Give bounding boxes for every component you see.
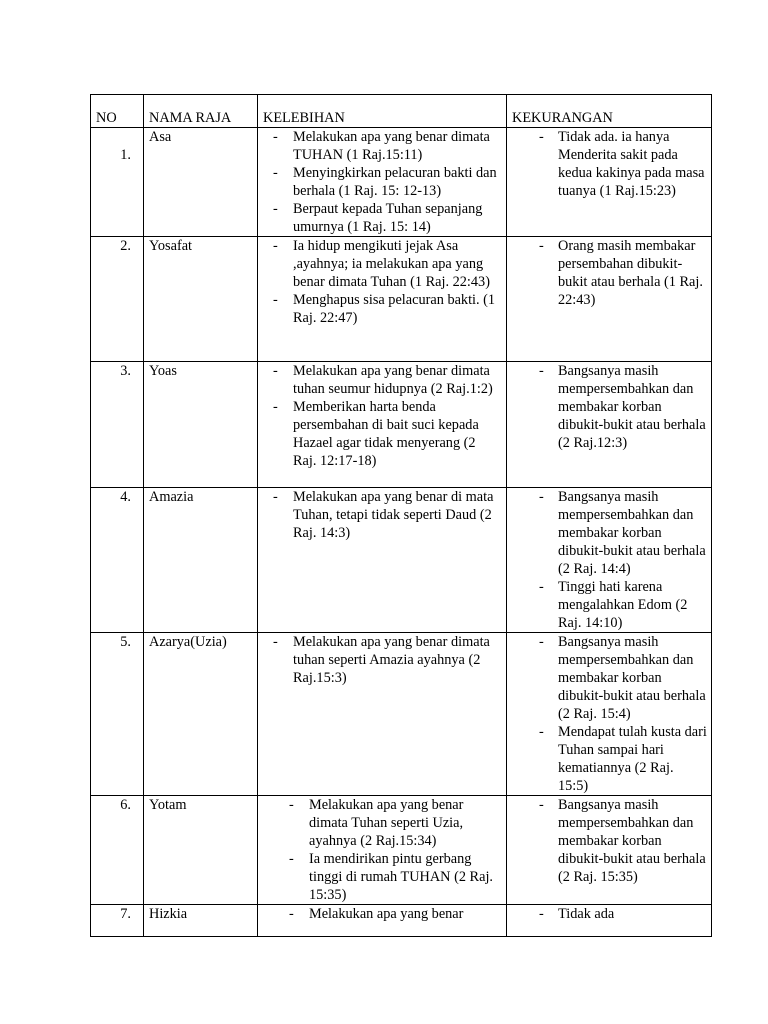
list-item: - Tinggi hati karena mengalahkan Edom (2 Raj. 14:10) (539, 579, 688, 631)
table-row (91, 796, 712, 905)
table-row (91, 237, 712, 362)
kelebihan-text: Melakukan apa yang benar dimata tuhan seumur hidupnya (2 Raj.1:2) (293, 363, 493, 397)
kelebihan-text: Ia hidup mengikuti jejak Asa ,ayahnya; ia melakukan apa yang benar dimata Tuhan (1 Raj. 22:43) (293, 238, 490, 290)
kekurangan-cell (507, 905, 712, 937)
list-item: - Berpaut kepada Tuhan sepanjang umurnya (1 Raj. 15: 14) (273, 201, 483, 235)
kekurangan-text: Orang masih membakar persembahan dibukit-bukit atau berhala (1 Raj. 22:43) (558, 238, 703, 308)
kelebihan-cell (258, 128, 507, 237)
list-item: - Bangsanya masih mempersembahkan dan membakar korban dibukit-bukit atau berhala (2 Raj. 15:35) (539, 797, 706, 885)
list-item: - Melakukan apa yang benar di mata Tuhan, tetapi tidak seperti Daud (2 Raj. 14:3) (273, 489, 494, 541)
kelebihan-cell (258, 905, 507, 937)
kings-table (90, 94, 712, 937)
kelebihan-text: Melakukan apa yang benar di mata Tuhan, tetapi tidak seperti Daud (2 Raj. 14:3) (293, 489, 494, 541)
king-name: Yoas (144, 362, 258, 488)
list-item: - Mendapat tulah kusta dari Tuhan sampai hari kematiannya (2 Raj. 15:5) (539, 724, 707, 794)
list-item: - Melakukan apa yang benar dimata TUHAN (1 Raj.15:11) (273, 129, 490, 163)
kekurangan-cell (507, 633, 712, 796)
kelebihan-text: Melakukan apa yang benar dimata TUHAN (1 Raj.15:11) (293, 129, 490, 163)
kelebihan-text: Melakukan apa yang benar dimata tuhan seperti Amazia ayahnya (2 Raj.15:3) (293, 634, 490, 686)
king-name: Amazia (144, 488, 258, 633)
kekurangan-text: Bangsanya masih mempersembahkan dan membakar korban dibukit-bukit atau berhala (2 Raj. 14:4) (558, 489, 706, 577)
kelebihan-text: Menyingkirkan pelacuran bakti dan berhala (1 Raj. 15: 12-13) (293, 165, 497, 199)
list-item: - Menyingkirkan pelacuran bakti dan berhala (1 Raj. 15: 12-13) (273, 165, 497, 199)
table-row (91, 362, 712, 488)
kelebihan-text: Ia mendirikan pintu gerbang tinggi di rumah TUHAN (2 Raj. 15:35) (309, 851, 493, 903)
kekurangan-cell (507, 362, 712, 488)
table-header-row (91, 95, 712, 128)
list-item: - Orang masih membakar persembahan dibukit-bukit atau berhala (1 Raj. 22:43) (539, 238, 703, 308)
kelebihan-text: Memberikan harta benda persembahan di bait suci kepada Hazael agar tidak menyerang (2 Raj. 12:17-18) (293, 399, 479, 469)
list-item: - Melakukan apa yang benar dimata tuhan seperti Amazia ayahnya (2 Raj.15:3) (273, 634, 490, 686)
row-number-cell (91, 905, 144, 937)
list-item: - Tidak ada. ia hanya Menderita sakit pada kedua kakinya pada masa tuanya (1 Raj.15:23) (539, 129, 705, 199)
kekurangan-text: Bangsanya masih mempersembahkan dan membakar korban dibukit-bukit atau berhala (2 Raj. 15:4) (558, 634, 706, 722)
list-item: - Tidak ada (539, 906, 615, 922)
table-row (91, 905, 712, 937)
king-name: Hizkia (144, 905, 258, 937)
row-number-cell (91, 128, 144, 237)
row-number-cell (91, 488, 144, 633)
kelebihan-cell (258, 362, 507, 488)
row-number: 6. (120, 797, 131, 813)
kekurangan-cell (507, 796, 712, 905)
kelebihan-cell (258, 237, 507, 362)
header-nama-raja: NAMA RAJA (144, 95, 258, 128)
list-item: - Ia hidup mengikuti jejak Asa ,ayahnya; ia melakukan apa yang benar dimata Tuhan (1 Raj. 22:43) (273, 238, 490, 290)
kekurangan-text: Bangsanya masih mempersembahkan dan membakar korban dibukit-bukit atau berhala (2 Raj. 15:35) (558, 797, 706, 885)
kelebihan-text: Menghapus sisa pelacuran bakti. (1 Raj. 22:47) (293, 292, 496, 326)
kekurangan-cell (507, 237, 712, 362)
row-number-cell (91, 237, 144, 362)
header-kelebihan: KELEBIHAN (258, 95, 507, 128)
list-item: - Melakukan apa yang benar dimata tuhan seumur hidupnya (2 Raj.1:2) (273, 363, 493, 397)
table-row (91, 488, 712, 633)
row-number: 4. (120, 489, 131, 505)
kekurangan-text: Tinggi hati karena mengalahkan Edom (2 Raj. 14:10) (558, 579, 688, 631)
list-item: - Memberikan harta benda persembahan di bait suci kepada Hazael agar tidak menyerang (2 Raj. 12:17-18) (273, 399, 479, 469)
row-number: 5. (120, 634, 131, 650)
header-kekurangan: KEKURANGAN (507, 95, 712, 128)
header-no: NO (91, 95, 144, 128)
list-item: - Ia mendirikan pintu gerbang tinggi di rumah TUHAN (2 Raj. 15:35) (289, 851, 493, 903)
row-number: 1. (120, 147, 131, 163)
table-row (91, 633, 712, 796)
row-number-cell (91, 633, 144, 796)
kelebihan-text: Berpaut kepada Tuhan sepanjang umurnya (1 Raj. 15: 14) (293, 201, 483, 235)
kelebihan-text: Melakukan apa yang benar dimata Tuhan seperti Uzia, ayahnya (2 Raj.15:34) (309, 797, 464, 849)
list-item: - Bangsanya masih mempersembahkan dan membakar korban dibukit-bukit atau berhala (2 Raj. 15:4) (539, 634, 706, 722)
king-name: Asa (144, 128, 258, 237)
list-item: - Menghapus sisa pelacuran bakti. (1 Raj. 22:47) (273, 292, 496, 326)
king-name: Yotam (144, 796, 258, 905)
list-item: - Bangsanya masih mempersembahkan dan membakar korban dibukit-bukit atau berhala (2 Raj.12:3) (539, 363, 706, 451)
row-number: 3. (120, 363, 131, 379)
table-row (91, 128, 712, 237)
kekurangan-text: Mendapat tulah kusta dari Tuhan sampai hari kematiannya (2 Raj. 15:5) (558, 724, 707, 794)
row-number: 2. (120, 238, 131, 254)
row-number-cell (91, 362, 144, 488)
row-number: 7. (120, 906, 131, 922)
kekurangan-text: Bangsanya masih mempersembahkan dan membakar korban dibukit-bukit atau berhala (2 Raj.12:3) (558, 363, 706, 451)
kelebihan-text: Melakukan apa yang benar (309, 906, 464, 922)
kekurangan-text: Tidak ada (558, 906, 615, 922)
kelebihan-cell (258, 488, 507, 633)
kekurangan-cell (507, 488, 712, 633)
kekurangan-cell (507, 128, 712, 237)
kelebihan-cell (258, 633, 507, 796)
king-name: Yosafat (144, 237, 258, 362)
list-item: - Melakukan apa yang benar dimata Tuhan seperti Uzia, ayahnya (2 Raj.15:34) (289, 797, 464, 849)
row-number-cell (91, 796, 144, 905)
kelebihan-cell (258, 796, 507, 905)
king-name: Azarya(Uzia) (144, 633, 258, 796)
list-item: - Melakukan apa yang benar (289, 906, 464, 922)
list-item: - Bangsanya masih mempersembahkan dan membakar korban dibukit-bukit atau berhala (2 Raj. 14:4) (539, 489, 706, 577)
kekurangan-text: Tidak ada. ia hanya Menderita sakit pada kedua kakinya pada masa tuanya (1 Raj.15:23) (558, 129, 705, 199)
